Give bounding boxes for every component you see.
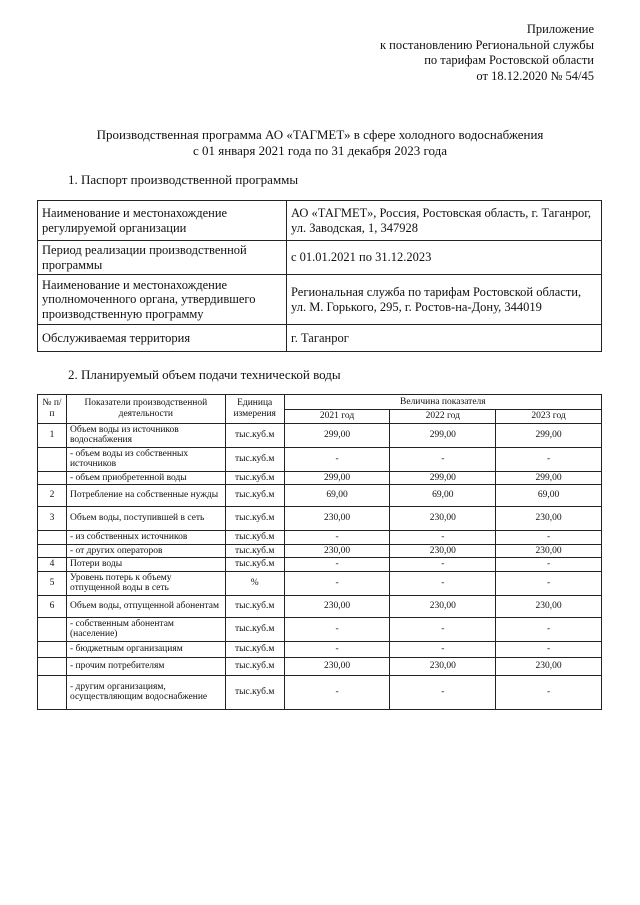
row-unit: тыс.куб.м bbox=[225, 531, 284, 545]
row-indicator: - из собственных источников bbox=[66, 531, 225, 545]
row-value-2023: 230,00 bbox=[496, 507, 602, 531]
row-value-2021: - bbox=[284, 617, 390, 641]
row-number bbox=[38, 471, 67, 485]
row-number bbox=[38, 641, 67, 657]
section-1-heading: 1. Паспорт производственной программы bbox=[68, 172, 299, 187]
table-row bbox=[38, 275, 602, 325]
row-indicator: Потери воды bbox=[66, 558, 225, 572]
row-unit: тыс.куб.м bbox=[225, 657, 284, 675]
row-value-2021: 299,00 bbox=[284, 471, 390, 485]
row-value-2021: 230,00 bbox=[284, 507, 390, 531]
row-indicator: Потребление на собственные нужды bbox=[66, 485, 225, 507]
row-number bbox=[38, 617, 67, 641]
row-value-2023: 299,00 bbox=[496, 423, 602, 447]
row-value-2021: 230,00 bbox=[284, 657, 390, 675]
row-indicator: - бюджетным организациям bbox=[66, 641, 225, 657]
table-row bbox=[38, 657, 602, 675]
col-year-header: 2021 год bbox=[284, 410, 390, 424]
table-row bbox=[38, 641, 602, 657]
row-value-2023: - bbox=[496, 571, 602, 595]
row-value-2023: 299,00 bbox=[496, 471, 602, 485]
row-value-2021: 69,00 bbox=[284, 485, 390, 507]
col-num-header: № п/п bbox=[38, 395, 67, 424]
row-value-2022: - bbox=[390, 447, 496, 471]
row-indicator: - собственным абонентам (население) bbox=[66, 617, 225, 641]
table-row bbox=[38, 485, 602, 507]
appendix-header bbox=[380, 22, 594, 84]
appendix-line: Приложение bbox=[526, 22, 594, 36]
appendix-line: к постановлению Региональной службы bbox=[379, 37, 594, 52]
row-indicator: - от других операторов bbox=[66, 544, 225, 558]
row-indicator: - объем воды из собственных источников bbox=[66, 447, 225, 471]
row-unit: % bbox=[225, 571, 284, 595]
passport-table bbox=[37, 200, 602, 352]
row-value-2022: 230,00 bbox=[390, 507, 496, 531]
col-year-header: 2022 год bbox=[390, 410, 496, 424]
title-line: Производственная программа АО «ТАГМЕТ» в сфере холодного водоснабжения bbox=[96, 127, 544, 142]
row-value-2021: - bbox=[284, 675, 390, 709]
row-indicator: - прочим потребителям bbox=[66, 657, 225, 675]
row-value-2022: - bbox=[390, 641, 496, 657]
row-unit: тыс.куб.м bbox=[225, 485, 284, 507]
row-value-2023: 69,00 bbox=[496, 485, 602, 507]
row-unit: тыс.куб.м bbox=[225, 471, 284, 485]
row-unit: тыс.куб.м bbox=[225, 558, 284, 572]
row-number bbox=[38, 675, 67, 709]
passport-value: г. Таганрог bbox=[287, 325, 602, 352]
row-indicator: Объем воды, отпущенной абонентам bbox=[66, 595, 225, 617]
passport-value: с 01.01.2021 по 31.12.2023 bbox=[287, 241, 602, 275]
row-indicator: Объем воды из источников водоснабжения bbox=[66, 423, 225, 447]
row-value-2022: - bbox=[390, 558, 496, 572]
row-value-2021: - bbox=[284, 571, 390, 595]
row-number: 4 bbox=[38, 558, 67, 572]
document-title bbox=[0, 127, 640, 158]
table-row bbox=[38, 423, 602, 447]
row-value-2023: 230,00 bbox=[496, 595, 602, 617]
table-body bbox=[38, 423, 602, 709]
title-line: с 01 января 2021 года по 31 декабря 2023 года bbox=[192, 142, 448, 158]
table-row bbox=[38, 201, 602, 241]
row-value-2021: - bbox=[284, 531, 390, 545]
row-value-2022: 299,00 bbox=[390, 471, 496, 485]
table-header-row bbox=[38, 395, 602, 410]
row-value-2023: 230,00 bbox=[496, 544, 602, 558]
row-unit: тыс.куб.м bbox=[225, 641, 284, 657]
row-value-2023: 230,00 bbox=[496, 657, 602, 675]
row-number bbox=[38, 544, 67, 558]
row-value-2022: - bbox=[390, 675, 496, 709]
table-row bbox=[38, 595, 602, 617]
appendix-line: от 18.12.2020 № 54/45 bbox=[476, 68, 594, 83]
row-unit: тыс.куб.м bbox=[225, 423, 284, 447]
row-value-2022: - bbox=[390, 617, 496, 641]
row-unit: тыс.куб.м bbox=[225, 617, 284, 641]
row-number bbox=[38, 657, 67, 675]
water-volume-table bbox=[37, 394, 602, 710]
row-indicator: Объем воды, поступившей в сеть bbox=[66, 507, 225, 531]
passport-value: Региональная служба по тарифам Ростовской области, ул. М. Горького, 295, г. Ростов-на-Дону, 344019 bbox=[287, 275, 602, 325]
row-indicator: Уровень потерь к объему отпущенной воды в сеть bbox=[66, 571, 225, 595]
passport-label: Обслуживаемая территория bbox=[38, 325, 287, 352]
row-value-2023: - bbox=[496, 558, 602, 572]
row-unit: тыс.куб.м bbox=[225, 675, 284, 709]
row-unit: тыс.куб.м bbox=[225, 595, 284, 617]
row-value-2022: 69,00 bbox=[390, 485, 496, 507]
table-row bbox=[38, 617, 602, 641]
table-row bbox=[38, 558, 602, 572]
row-value-2022: 230,00 bbox=[390, 595, 496, 617]
table-row bbox=[38, 571, 602, 595]
row-number bbox=[38, 447, 67, 471]
row-value-2021: - bbox=[284, 641, 390, 657]
table-row bbox=[38, 471, 602, 485]
col-unit-header: Единица измерения bbox=[225, 395, 284, 424]
col-group-header: Величина показателя bbox=[284, 395, 601, 410]
row-value-2022: 230,00 bbox=[390, 544, 496, 558]
row-value-2021: 230,00 bbox=[284, 595, 390, 617]
row-number: 2 bbox=[38, 485, 67, 507]
row-number: 6 bbox=[38, 595, 67, 617]
row-value-2022: - bbox=[390, 531, 496, 545]
row-value-2022: 299,00 bbox=[390, 423, 496, 447]
col-year-header: 2023 год bbox=[496, 410, 602, 424]
table-row bbox=[38, 241, 602, 275]
row-unit: тыс.куб.м bbox=[225, 544, 284, 558]
row-value-2023: - bbox=[496, 641, 602, 657]
passport-label: Наименование и местонахождение уполномоченного органа, утвердившего производственную программу bbox=[38, 275, 287, 325]
row-number: 3 bbox=[38, 507, 67, 531]
passport-value: АО «ТАГМЕТ», Россия, Ростовская область, г. Таганрог, ул. Заводская, 1, 347928 bbox=[287, 201, 602, 241]
table-row bbox=[38, 675, 602, 709]
row-indicator: - другим организациям, осуществляющим водоснабжение bbox=[66, 675, 225, 709]
row-value-2021: 299,00 bbox=[284, 423, 390, 447]
row-unit: тыс.куб.м bbox=[225, 507, 284, 531]
row-indicator: - объем приобретенной воды bbox=[66, 471, 225, 485]
row-unit: тыс.куб.м bbox=[225, 447, 284, 471]
table-row bbox=[38, 325, 602, 352]
passport-label: Период реализации производственной программы bbox=[38, 241, 287, 275]
passport-label: Наименование и местонахождение регулируемой организации bbox=[38, 201, 287, 241]
row-value-2023: - bbox=[496, 447, 602, 471]
table-row bbox=[38, 544, 602, 558]
row-number: 5 bbox=[38, 571, 67, 595]
table-row bbox=[38, 507, 602, 531]
row-number bbox=[38, 531, 67, 545]
table-row bbox=[38, 447, 602, 471]
row-value-2021: - bbox=[284, 447, 390, 471]
row-value-2023: - bbox=[496, 675, 602, 709]
row-value-2022: - bbox=[390, 571, 496, 595]
row-value-2023: - bbox=[496, 617, 602, 641]
table-row bbox=[38, 531, 602, 545]
row-value-2021: - bbox=[284, 558, 390, 572]
row-value-2022: 230,00 bbox=[390, 657, 496, 675]
row-number: 1 bbox=[38, 423, 67, 447]
row-value-2023: - bbox=[496, 531, 602, 545]
col-name-header: Показатели производственной деятельности bbox=[66, 395, 225, 424]
section-2-heading: 2. Планируемый объем подачи технической воды bbox=[68, 367, 341, 382]
row-value-2021: 230,00 bbox=[284, 544, 390, 558]
appendix-line: по тарифам Ростовской области bbox=[424, 53, 594, 67]
